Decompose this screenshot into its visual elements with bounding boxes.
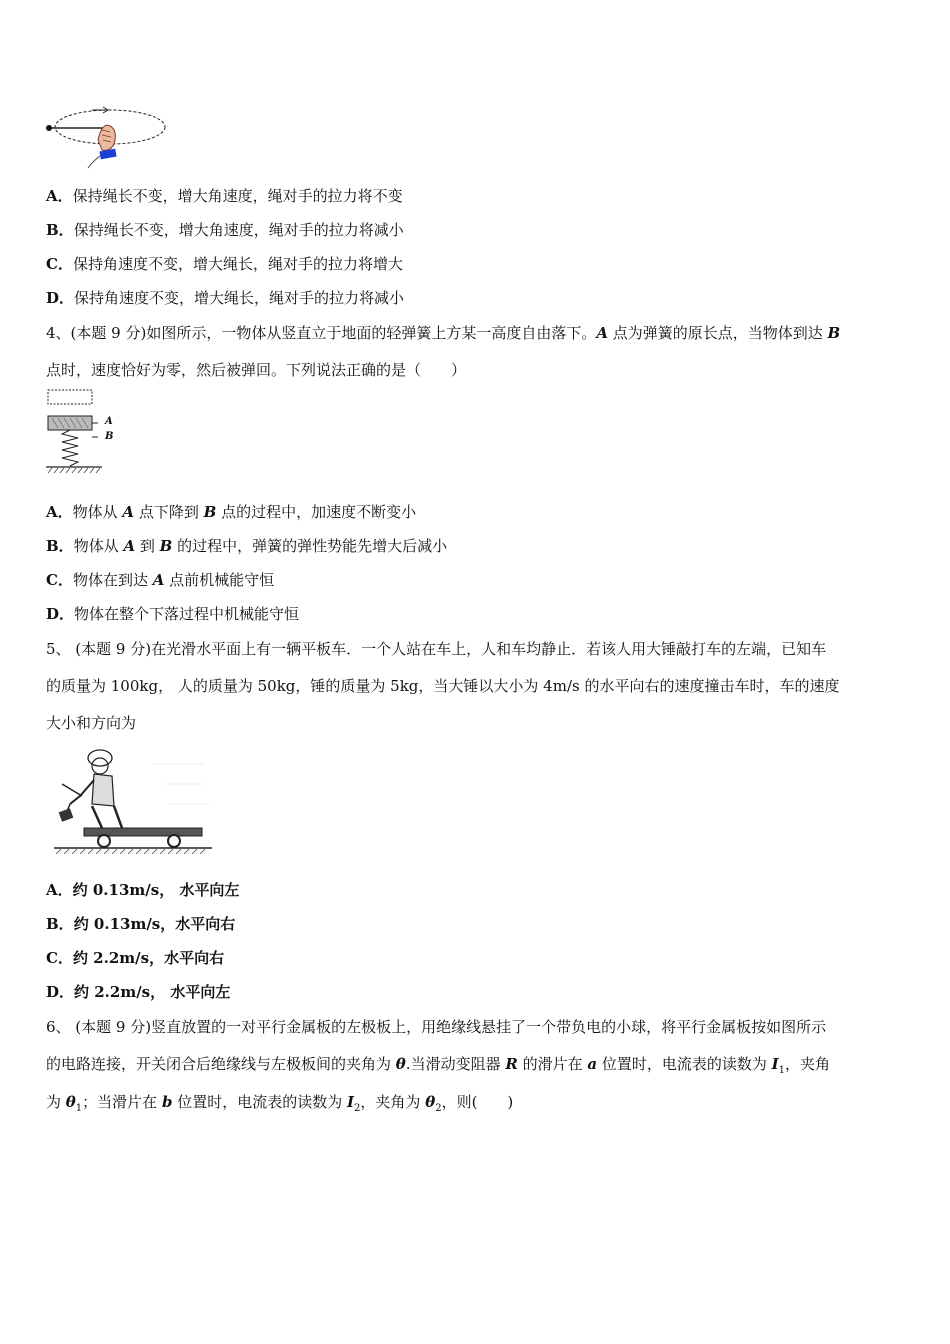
stem-text: ，夹角为 bbox=[360, 1093, 426, 1111]
var-a: A bbox=[152, 571, 165, 589]
option-letter: B． bbox=[46, 221, 74, 239]
option-text: 点的过程中，加速度不断变小 bbox=[216, 503, 417, 521]
option-letter: A． bbox=[46, 187, 73, 205]
subscript: 2 bbox=[435, 1103, 442, 1114]
option-text: 物体在整个下落过程中机械能守恒 bbox=[74, 605, 300, 623]
stem-text: 的质量为 100kg， 人的质量为 50kg，锤的质量为 5kg，当大锤以大小为 4m/s 的水平向右的速度撞击车时，车的速度 bbox=[46, 677, 840, 695]
option-letter: D． bbox=[46, 289, 75, 307]
stem-text: 位置时，电流表的读数为 bbox=[172, 1093, 347, 1111]
stem-text: 点时，速度恰好为零，然后被弹回。下列说法正确的是（ ） bbox=[46, 361, 467, 379]
option-letter: A． bbox=[46, 881, 73, 899]
option-letter: B． bbox=[46, 537, 74, 555]
stem-text: .当滑动变阻器 bbox=[405, 1055, 506, 1073]
stem-text: 6、 (本题 9 分)竖直放置的一对平行金属板的左极板上，用绝缘线悬挂了一个带负电的小球，将平行金属板按如图所示 bbox=[46, 1018, 827, 1036]
var-b: b bbox=[161, 1093, 173, 1111]
stem-text: 的电路连接，开关闭合后绝缘线与左极板间的夹角为 bbox=[46, 1055, 396, 1073]
option-a bbox=[46, 186, 403, 206]
var-r: R bbox=[505, 1055, 518, 1073]
option-letter: B． bbox=[46, 915, 74, 933]
var-i: I bbox=[771, 1055, 779, 1073]
var-a: a bbox=[587, 1055, 598, 1073]
option-text: 保持角速度不变，增大绳长，绳对手的拉力将减小 bbox=[74, 289, 405, 307]
option-text: 到 bbox=[135, 537, 160, 555]
option-a bbox=[46, 502, 416, 522]
var-theta: θ bbox=[395, 1055, 406, 1073]
var-b: B bbox=[203, 503, 217, 521]
option-c bbox=[46, 948, 224, 968]
option-text: 物体从 bbox=[73, 537, 124, 555]
var-b: B bbox=[159, 537, 173, 555]
var-a: A bbox=[596, 324, 608, 342]
question-4-stem-line1 bbox=[46, 323, 840, 343]
subscript: 1 bbox=[778, 1065, 786, 1076]
var-theta: θ bbox=[65, 1093, 76, 1111]
question-6-stem-line1 bbox=[46, 1017, 826, 1037]
option-d bbox=[46, 982, 230, 1002]
var-a: A bbox=[122, 503, 135, 521]
var-a: A bbox=[123, 537, 136, 555]
stem-text: 点为弹簧的原长点，当物体到达 bbox=[607, 324, 828, 342]
option-letter: D． bbox=[46, 605, 75, 623]
option-text: 点前机械能守恒 bbox=[164, 571, 275, 589]
option-text: 约 2.2m/s，水平向右 bbox=[72, 949, 225, 967]
option-b bbox=[46, 536, 447, 556]
option-text: 保持角速度不变，增大绳长，绳对手的拉力将增大 bbox=[72, 255, 403, 273]
stem-text: 的滑片在 bbox=[517, 1055, 588, 1073]
option-d bbox=[46, 288, 404, 308]
stem-text: ，则( ) bbox=[441, 1093, 514, 1111]
option-letter: C． bbox=[46, 255, 73, 273]
option-text: 点下降到 bbox=[134, 503, 204, 521]
fig-label-a: A bbox=[105, 416, 113, 427]
question-5-stem-line3 bbox=[46, 713, 136, 733]
option-b bbox=[46, 914, 235, 934]
option-letter: C． bbox=[46, 949, 73, 967]
option-text: 物体从 bbox=[72, 503, 123, 521]
option-c bbox=[46, 254, 403, 274]
subscript: 2 bbox=[354, 1103, 361, 1114]
question-4-stem-line2 bbox=[46, 360, 466, 380]
option-d bbox=[46, 604, 299, 624]
option-text: 约 0.13m/s， 水平向左 bbox=[72, 881, 240, 899]
option-text: 的过程中，弹簧的弹性势能先增大后减小 bbox=[172, 537, 448, 555]
option-b bbox=[46, 220, 404, 240]
option-text: 保持绳长不变，增大角速度，绳对手的拉力将不变 bbox=[72, 187, 403, 205]
var-i: I bbox=[347, 1093, 355, 1111]
option-letter: C． bbox=[46, 571, 73, 589]
option-text: 约 0.13m/s，水平向右 bbox=[73, 915, 236, 933]
hammer-cart-figure bbox=[44, 744, 216, 860]
question-5-stem-line2 bbox=[46, 676, 839, 696]
stem-text: 大小和方向为 bbox=[46, 714, 137, 732]
stem-text: 为 bbox=[46, 1093, 66, 1111]
spring-figure bbox=[44, 388, 119, 478]
fig-label-b: B bbox=[105, 431, 114, 442]
stem-text: 4、(本题 9 分)如图所示，一物体从竖直立于地面的轻弹簧上方某一高度自由落下。 bbox=[46, 324, 597, 342]
question-6-stem-line3 bbox=[46, 1092, 513, 1119]
option-a bbox=[46, 880, 239, 900]
option-letter: A． bbox=[46, 503, 73, 521]
stem-text: 位置时，电流表的读数为 bbox=[597, 1055, 772, 1073]
stem-text: 5、 (本题 9 分)在光滑水平面上有一辆平板车．一个人站在车上，人和车均静止．若该人用大锤敲打车的左端，已知车 bbox=[46, 640, 827, 658]
var-theta: θ bbox=[425, 1093, 436, 1111]
option-text: 物体在到达 bbox=[72, 571, 153, 589]
stem-text: ，夹角 bbox=[785, 1055, 831, 1073]
question-5-stem-line1 bbox=[46, 639, 826, 659]
subscript: 1 bbox=[75, 1103, 83, 1114]
stem-text: ；当滑片在 bbox=[82, 1093, 162, 1111]
option-c bbox=[46, 570, 274, 590]
var-b: B bbox=[827, 324, 841, 342]
option-text: 保持绳长不变，增大角速度，绳对手的拉力将减小 bbox=[73, 221, 404, 239]
rope-rotation-figure bbox=[40, 100, 170, 170]
option-letter: D． bbox=[46, 983, 75, 1001]
option-text: 约 2.2m/s， 水平向左 bbox=[74, 983, 231, 1001]
question-6-stem-line2 bbox=[46, 1054, 830, 1081]
